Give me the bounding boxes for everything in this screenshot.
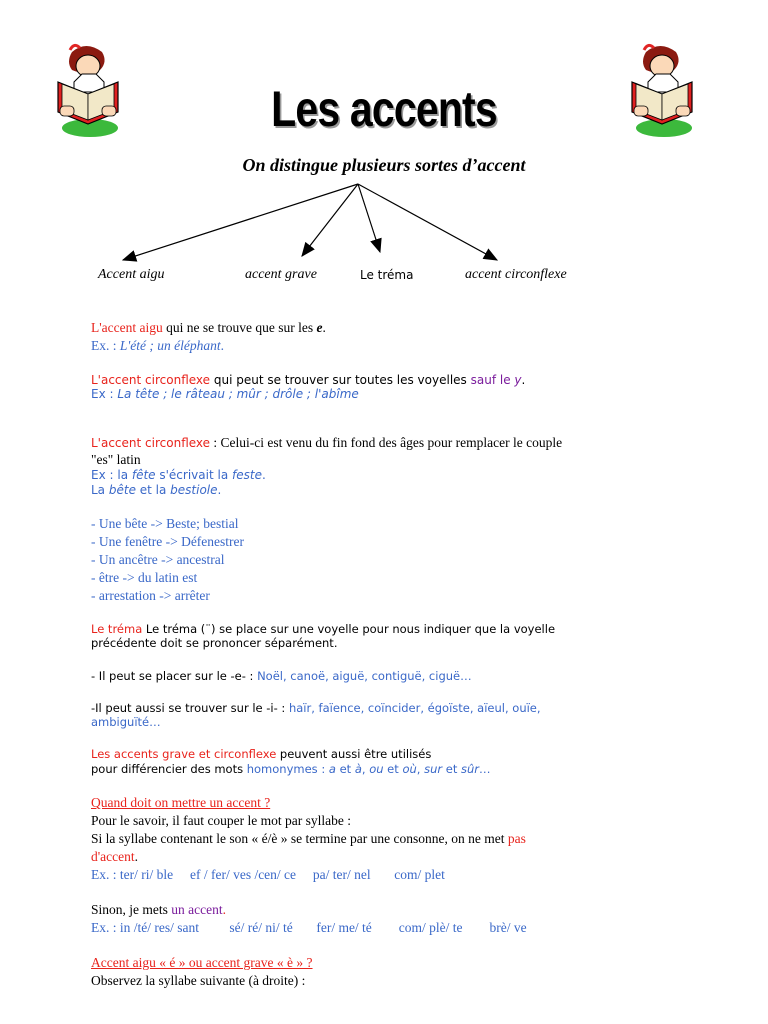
list-item: - arrestation -> arrêter [91,588,210,603]
p6-line2: Si la syllabe contenant le son « é/è » se termine par une consonne, on ne met pas [91,831,526,846]
p2-example: Ex : La tête ; le râteau ; mûr ; drôle ; l'abîme [91,387,359,401]
list-item: - Une fenêtre -> Défenestrer [91,534,245,549]
p6-example: Ex. : ter/ ri/ ble ef / fer/ ves /cen/ ce pa/ ter/ nel com/ plet [91,867,445,882]
arrow-grave [302,184,358,256]
list-item: - être -> du latin est [91,570,198,585]
p3-example1: Ex : la fête s'écrivait la feste. [91,468,266,482]
p3-line1: L'accent circonflexe : Celui-ci est venu du fin fond des âges pour remplacer le couple [91,435,563,450]
question-heading-2: Accent aigu « é » ou accent grave « è » ? [91,955,313,970]
branch-accent-grave: accent grave [245,267,317,282]
p4-e-line: - Il peut se placer sur le -e- : Noël, canoë, aiguë, contiguë, ciguë… [91,669,472,683]
p4-i-line2: ambiguïté… [91,715,161,729]
subtitle: On distingue plusieurs sortes d’accent [242,155,526,175]
p1-example: Ex. : L'été ; un éléphant. [91,338,224,353]
p2-line1: L'accent circonflexe qui peut se trouver sur toutes les voyelles sauf le y. [91,373,526,387]
arrow-aigu [123,184,358,260]
p4-line1: Le tréma Le tréma (¨) se place sur une voyelle pour nous indiquer que la voyelle [91,622,556,636]
p5-line1: Les accents grave et circonflexe peuvent aussi être utilisés [91,747,432,761]
p4-i-line1: -Il peut aussi se trouver sur le -i- : haïr, faïence, coïncider, égoïste, aïeul, ouïe, [91,701,541,715]
p6-line1: Pour le savoir, il faut couper le mot par syllabe : [91,813,352,828]
p1-line1: L'accent aigu qui ne se trouve que sur les e. [91,320,326,335]
accent-types-diagram [0,170,768,270]
branch-accent-aigu: Accent aigu [98,267,165,282]
p7-line1: Sinon, je mets un accent. [91,902,226,917]
p3-line2: "es" latin [91,452,141,467]
list-item: - Une bête -> Beste; bestial [91,516,239,531]
question-heading-1: Quand doit on mettre un accent ? [91,795,271,810]
list-item: - Un ancêtre -> ancestral [91,552,225,567]
branch-accent-circonflexe: accent circonflexe [465,267,567,282]
p4-line2: précédente doit se prononcer séparément. [91,636,338,650]
p3-example2: La bête et la bestiole. [91,483,222,497]
p7-example: Ex. : in /té/ res/ sant sé/ ré/ ni/ té fer/ me/ té com/ plè/ te brè/ ve [91,920,527,935]
branch-trema: Le tréma [360,268,414,282]
p5-line2: pour différencier des mots homonymes : a et à, ou et où, sur et sûr… [91,762,491,776]
p6-line3: d'accent. [91,849,139,864]
page-title: Les accents [271,81,497,137]
p8-line1: Observez la syllabe suivante (à droite) : [91,973,306,988]
